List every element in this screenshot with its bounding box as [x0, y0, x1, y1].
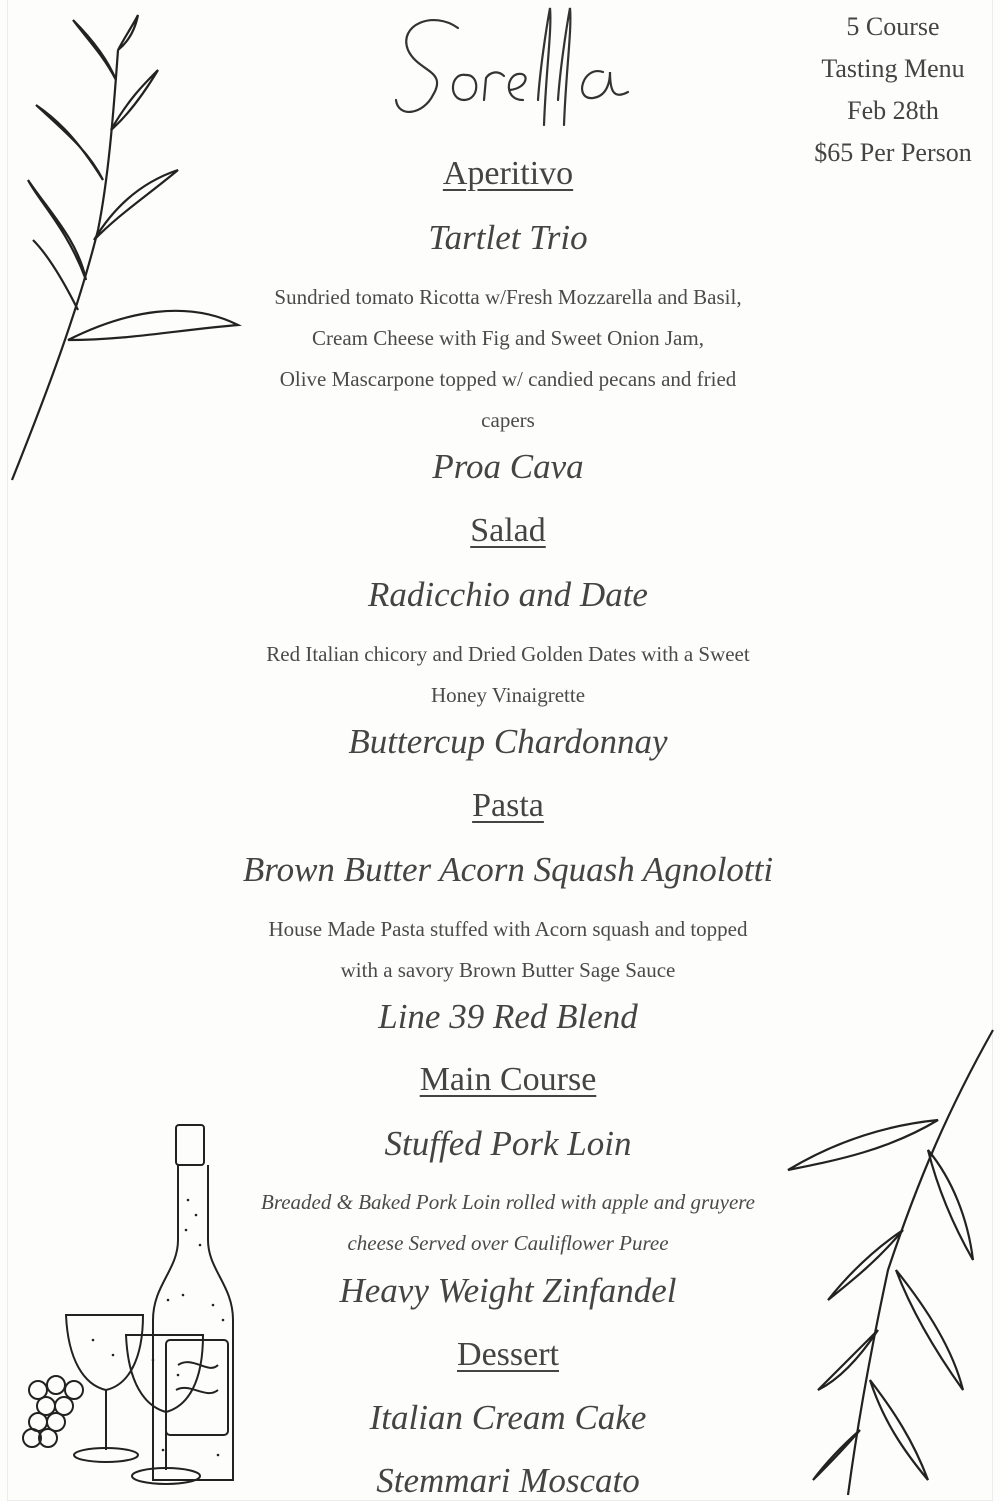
dish-description-line: Cream Cheese with Fig and Sweet Onion Jam, — [312, 326, 704, 350]
dish-description-line: Red Italian chicory and Dried Golden Dates with a Sweet — [266, 642, 750, 666]
dish-description-line: Olive Mascarpone topped w/ candied pecans and fried — [279, 367, 737, 391]
wine-pairing: Heavy Weight Zinfandel — [339, 1271, 677, 1310]
course-count-text: 5 Course — [846, 12, 940, 41]
course-salad — [198, 512, 818, 550]
dish-description-line: Breaded & Baked Pork Loin rolled with apple and gruyere — [261, 1190, 755, 1214]
course-dessert — [198, 1336, 818, 1374]
wine-pairing: Line 39 Red Blend — [378, 997, 638, 1036]
course-title: Dessert — [457, 1336, 559, 1373]
sorella-logo — [388, 0, 648, 140]
dish-description-line: Sundried tomato Ricotta w/Fresh Mozzarella and Basil, — [274, 285, 742, 309]
dish-description-line: with a savory Brown Butter Sage Sauce — [340, 958, 676, 982]
dish-name: Stuffed Pork Loin — [384, 1124, 632, 1163]
course-title: Salad — [470, 512, 546, 549]
dish-name: Tartlet Trio — [428, 218, 588, 257]
dish-name: Radicchio and Date — [368, 575, 648, 614]
menu-info — [798, 6, 988, 174]
course-main — [198, 1061, 818, 1099]
menu-page — [8, 0, 992, 1500]
dish-description-line: capers — [481, 408, 535, 432]
course-aperitivo — [198, 155, 818, 193]
course-title: Main Course — [419, 1061, 597, 1098]
course-title: Aperitivo — [442, 155, 574, 192]
menu-type-text: Tasting Menu — [821, 54, 965, 83]
dish-description-line: cheese Served over Cauliflower Puree — [347, 1231, 669, 1255]
dish-description-line: Honey Vinaigrette — [430, 683, 586, 707]
wine-pairing: Buttercup Chardonnay — [348, 722, 668, 761]
dish-name: Italian Cream Cake — [369, 1398, 647, 1437]
wine-pairing: Proa Cava — [432, 447, 584, 486]
dish-name: Brown Butter Acorn Squash Agnolotti — [242, 850, 774, 889]
wine-pairing: Stemmari Moscato — [376, 1461, 640, 1500]
dish-description-line: House Made Pasta stuffed with Acorn squash and topped — [268, 917, 748, 941]
course-pasta — [198, 787, 818, 825]
course-title: Pasta — [472, 787, 544, 824]
menu-date-text: Feb 28th — [847, 96, 939, 125]
menu-price-text: $65 Per Person — [814, 138, 972, 167]
